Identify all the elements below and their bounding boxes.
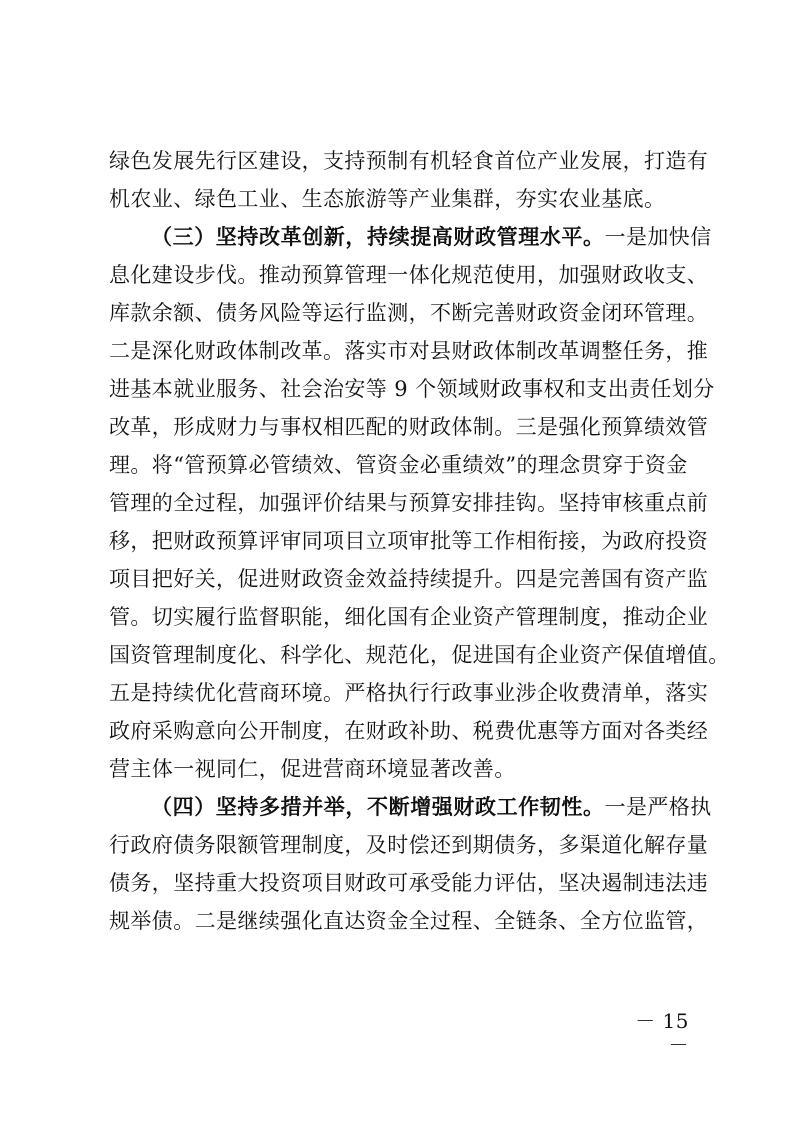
body-line-11: 移，把财政预算评审同项目立项审批等工作相衔接，为政府投资 [109, 529, 709, 553]
page-number: － 15 － [635, 1009, 689, 1057]
body-line-6: 二是深化财政体制改革。落实市对县财政体制改革调整任务，推 [109, 339, 709, 363]
body-line-16: 政府采购意向公开制度，在财政补助、税费优惠等方面对各类经 [109, 719, 709, 743]
document-body [109, 142, 730, 940]
body-line-21: 规举债。二是继续强化直达资金全过程、全链条、全方位监管， [109, 909, 709, 933]
body-line-13: 管。切实履行监督职能，细化国有企业资产管理制度，推动企业 [109, 605, 709, 629]
body-line-17: 营主体一视同仁，促进营商环境显著改善。 [109, 757, 516, 781]
body-line-4: 息化建设步伐。推动预算管理一体化规范使用，加强财政收支、 [109, 263, 709, 287]
body-line-12: 项目把好关，促进财政资金效益持续提升。四是完善国有资产监 [109, 567, 709, 591]
section-heading-three: （三）坚持改革创新，持续提高财政管理水平。 [151, 225, 605, 249]
body-line-19: 行政府债务限额管理制度，及时偿还到期债务，多渠道化解存量 [109, 833, 709, 857]
body-line-15: 五是持续优化营商环境。严格执行行政事业涉企收费清单，落实 [109, 681, 709, 705]
body-line-8: 改革，形成财力与事权相匹配的财政体制。三是强化预算绩效管 [109, 415, 709, 439]
section-heading-four: （四）坚持多措并举，不断增强财政工作韧性。 [151, 795, 605, 819]
body-line-2: 机农业、绿色工业、生态旅游等产业集群，夯实农业基底。 [109, 187, 666, 211]
body-line-5: 库款余额、债务风险等运行监测，不断完善财政资金闭环管理。 [109, 301, 709, 325]
body-line-10: 管理的全过程，加强评价结果与预算安排挂钩。坚持审核重点前 [109, 491, 709, 515]
section-heading-line-four [109, 788, 712, 826]
body-line-9: 理。将“管预算必管绩效、管资金必重绩效”的理念贯穿于资金 [109, 453, 688, 477]
body-line-1: 绿色发展先行区建设，支持预制有机轻食首位产业发展，打造有 [109, 149, 709, 173]
section-four-intro: 一是严格执 [604, 795, 712, 819]
section-heading-line-three [109, 218, 712, 256]
body-line-7: 进基本就业服务、社会治安等 9 个领域财政事权和支出责任划分 [109, 377, 715, 401]
body-line-14: 国资管理制度化、科学化、规范化，促进国有企业资产保值增值。 [109, 643, 730, 667]
body-line-20: 债务，坚持重大投资项目财政可承受能力评估，坚决遏制违法违 [109, 871, 709, 895]
section-three-intro: 一是加快信 [604, 225, 712, 249]
